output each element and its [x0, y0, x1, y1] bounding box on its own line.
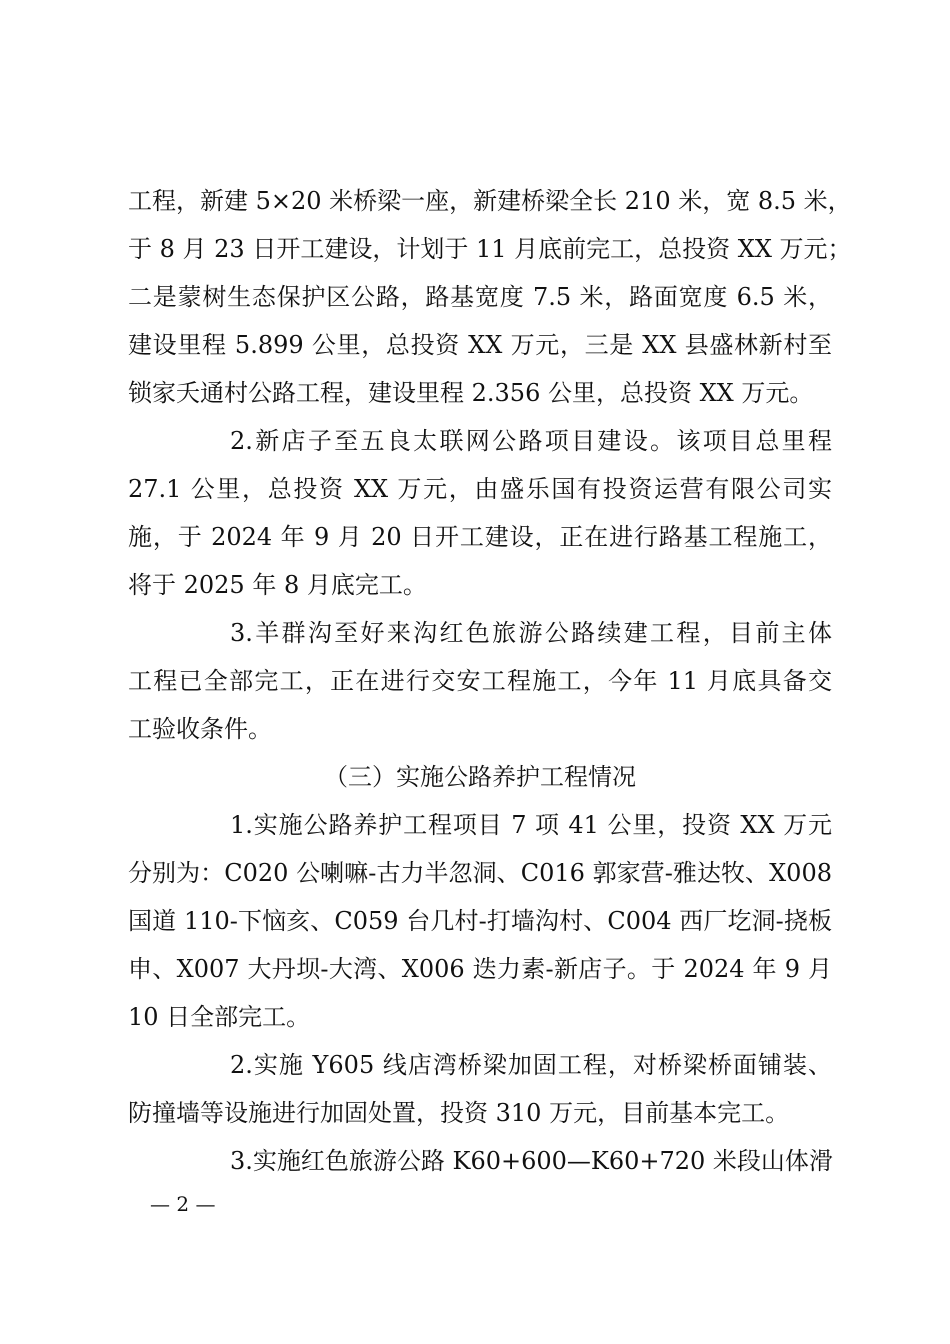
paragraph-3-line-2: 工程已全部完工，正在进行交安工程施工，今年 11 月底具备交 — [128, 667, 832, 695]
paragraph-4-line-3: 国道 110-下恼亥、C059 台几村-打墙沟村、C004 西厂圪洞-挠板 — [128, 907, 832, 935]
paragraph-1-line-2: 于 8 月 23 日开工建设，计划于 11 月底前完工，总投资 XX 万元； — [128, 235, 852, 263]
paragraph-5-line-1: 2.实施 Y605 线店湾桥梁加固工程，对桥梁桥面铺装、 — [230, 1051, 832, 1079]
paragraph-2-line-1: 2.新店子至五良太联网公路项目建设。该项目总里程 — [230, 427, 832, 455]
paragraph-4-line-1: 1.实施公路养护工程项目 7 项 41 公里，投资 XX 万元 — [230, 811, 832, 839]
paragraph-2-line-2: 27.1 公里，总投资 XX 万元，由盛乐国有投资运营有限公司实 — [128, 475, 832, 503]
section-heading: （三）实施公路养护工程情况 — [324, 763, 636, 791]
paragraph-6-line-1: 3.实施红色旅游公路 K60+600—K60+720 米段山体滑 — [230, 1147, 833, 1175]
paragraph-4-line-5: 10 日全部完工。 — [128, 1003, 311, 1031]
paragraph-5-line-2: 防撞墙等设施进行加固处置，投资 310 万元，目前基本完工。 — [128, 1099, 790, 1127]
paragraph-3-line-1: 3.羊群沟至好来沟红色旅游公路续建工程，目前主体 — [230, 619, 832, 647]
paragraph-1-line-3: 二是蒙树生态保护区公路，路基宽度 7.5 米，路面宽度 6.5 米， — [128, 283, 832, 311]
paragraph-2-line-4: 将于 2025 年 8 月底完工。 — [128, 571, 427, 599]
page-number: — 2 — — [150, 1192, 216, 1216]
paragraph-4-line-4: 申、X007 大丹坝-大湾、X006 迭力素-新店子。于 2024 年 9 月 — [128, 955, 832, 983]
paragraph-4-line-2: 分别为：C020 公喇嘛-古力半忽洞、C016 郭家营-雅达牧、X008 — [128, 859, 832, 887]
paragraph-3-line-3: 工验收条件。 — [128, 715, 272, 743]
paragraph-1-line-5: 锁家夭通村公路工程，建设里程 2.356 公里，总投资 XX 万元。 — [128, 379, 814, 407]
paragraph-1-line-1: 工程，新建 5×20 米桥梁一座，新建桥梁全长 210 米，宽 8.5 米， — [128, 187, 852, 215]
paragraph-1-line-4: 建设里程 5.899 公里，总投资 XX 万元，三是 XX 县盛林新村至 — [128, 331, 832, 359]
paragraph-2-line-3: 施，于 2024 年 9 月 20 日开工建设，正在进行路基工程施工， — [128, 523, 832, 551]
